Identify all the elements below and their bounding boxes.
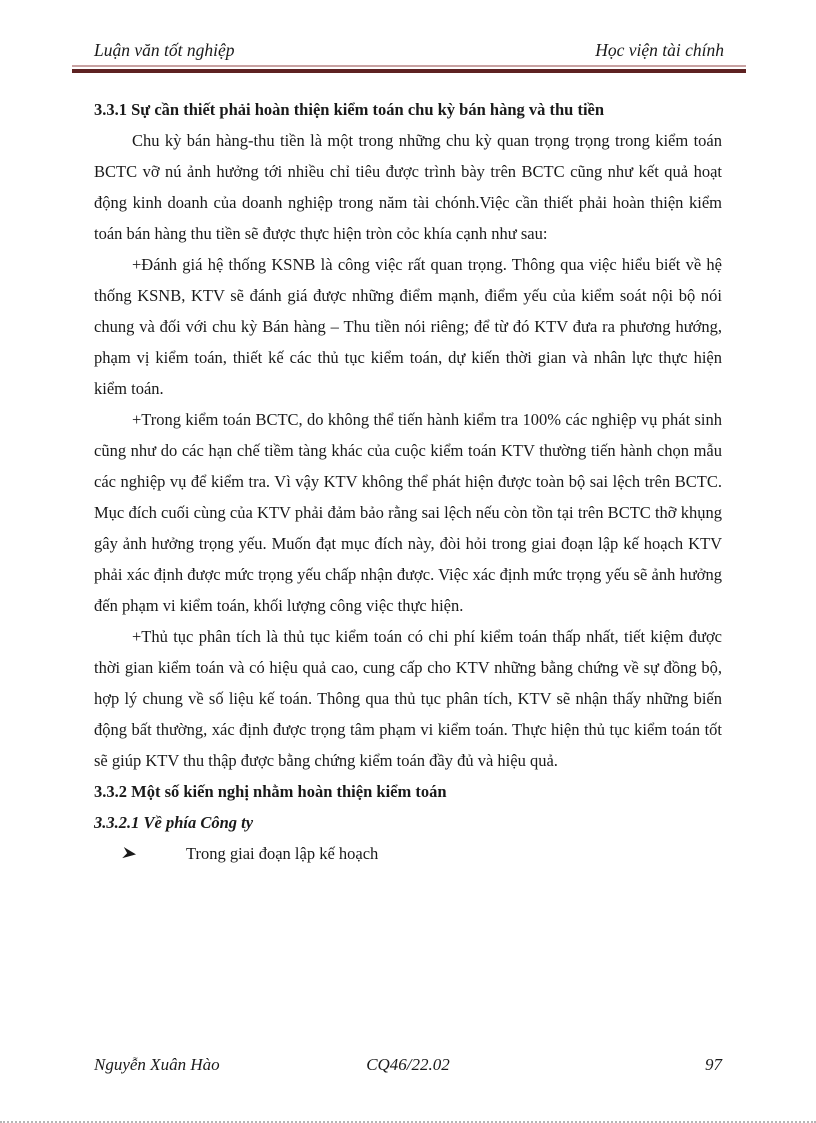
header-right-title: Học viện tài chính: [595, 40, 724, 60]
section-heading-331: 3.3.1 Sự cần thiết phải hoàn thiện kiểm toán chu kỳ bán hàng và thu tiền: [94, 100, 605, 119]
bullet-list-item: [94, 838, 722, 869]
page-header: [72, 40, 746, 73]
footer-author: Nguyễn Xuân Hào: [94, 1055, 220, 1074]
paragraph: +Trong kiểm toán BCTC, do không thể tiến hành kiểm tra 100% các nghiệp vụ phát sinh cũng như do các hạn chế tiềm tàng khác của cuộc kiểm toán KTV thường tiến hành chọn mẫu các nghiệp vụ để kiểm tra. Vì vậy KTV không thể phát hiện được toàn bộ sai lệch trên BCTC. Mục đích cuối cùng của KTV phải đảm bảo rằng sai lệch nếu còn tồn tại trên BCTC thỡ khụng gây ảnh hưởng trọng yếu. Muốn đạt mục đích này, đòi hỏi trong giai đoạn lập kế hoạch KTV phải xác định được mức trọng yếu chấp nhận được. Việc xác định mức trọng yếu sẽ ảnh hưởng đến phạm vi kiểm toán, khối lượng công việc thực hiện.: [94, 410, 722, 615]
footer-course-code: CQ46/22.02: [366, 1055, 450, 1074]
page-footer: [94, 1055, 722, 1075]
footer-page-number: 97: [704, 1055, 722, 1074]
section-heading-332: 3.3.2 Một số kiến nghị nhằm hoàn thiện kiểm toán: [94, 782, 447, 801]
section-heading-3321: 3.3.2.1 Về phía Công ty: [94, 813, 254, 832]
paragraph: Chu kỳ bán hàng-thu tiền là một trong những chu kỳ quan trọng trọng trong kiểm toán BCTC vỡ nú ảnh hưởng tới nhiều chỉ tiêu được trình bày trên BCTC cũng như kết quả hoạt động kinh doanh của doanh nghiệp trong năm tài chónh.Việc cần thiết phải hoàn thiện kiểm toán bán hàng thu tiền sẽ được thực hiện tròn cỏc khía cạnh như sau:: [94, 131, 722, 243]
paragraph: +Đánh giá hệ thống KSNB là công việc rất quan trọng. Thông qua việc hiểu biết về hệ thống KSNB, KTV sẽ đánh giá được những điểm mạnh, điểm yếu của kiểm soát nội bộ nói chung và đối với chu kỳ Bán hàng – Thu tiền nói riêng; để từ đó KTV đưa ra phương hướng, phạm vị kiểm toán, thiết kế các thủ tục kiểm toán, dự kiến thời gian và nhân lực thực hiện kiểm toán.: [94, 255, 722, 398]
header-left-title: Luận văn tốt nghiệp: [94, 40, 235, 60]
paragraph: +Thủ tục phân tích là thủ tục kiểm toán có chi phí kiểm toán thấp nhất, tiết kiệm được thời gian kiểm toán và có hiệu quả cao, cung cấp cho KTV những bằng chứng về sự đồng bộ, hợp lý chung về số liệu kế toán. Thông qua thủ tục phân tích, KTV sẽ nhận thấy những biến động bất thường, xác định được trọng tâm phạm vi kiểm toán. Thực hiện thủ tục kiểm toán tốt sẽ giúp KTV thu thập được bằng chứng kiểm toán đầy đủ và hiệu quả.: [94, 627, 722, 770]
document-body: [94, 94, 722, 869]
arrow-bullet-icon: [122, 846, 186, 861]
header-divider-rule: [72, 65, 746, 73]
bullet-item-text: Trong giai đoạn lập kế hoạch: [186, 844, 379, 863]
